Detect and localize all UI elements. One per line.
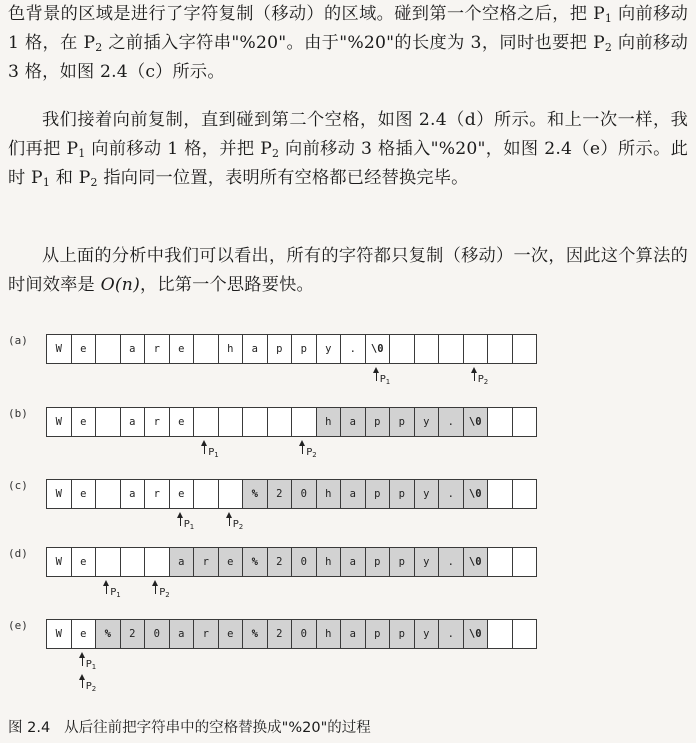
pointer-label: $P_2$ [477,374,489,386]
pointer-p1 [201,440,231,462]
char-cell: \0 [464,480,489,508]
char-cell: % [243,620,268,648]
char-cell: e [170,335,195,363]
char-cell: a [170,548,195,576]
char-cell: a [170,620,195,648]
char-cell: a [121,480,146,508]
text-run: 之前插入字符串"%20"。由于"%20"的长度为 3，同时也要把 P [102,33,605,53]
char-cell: W [47,620,72,648]
char-cell: e [170,408,195,436]
char-cell: p [366,480,391,508]
char-cell: 0 [292,548,317,576]
pointer-label: $P_2$ [232,519,244,531]
char-cell: a [341,548,366,576]
char-cell: y [317,335,342,363]
char-cell [488,480,513,508]
char-cell: h [317,620,342,648]
text-run: 向前移动 1 格，在 P [8,4,689,53]
char-cell: . [439,548,464,576]
char-cell: y [415,548,440,576]
char-cell: % [243,548,268,576]
row-label: (e) [8,619,28,632]
char-cell: e [72,548,97,576]
pointer-p2 [226,512,256,534]
char-cell: r [194,620,219,648]
char-cell: % [96,620,121,648]
char-cell: 2 [268,548,293,576]
text-run: 指向同一位置，表明所有空格都已经替换完毕。 [97,168,469,188]
char-cell [415,335,440,363]
char-array [46,407,537,437]
char-cell: y [415,620,440,648]
char-cell: a [341,620,366,648]
pointer-label: $P_1$ [85,659,97,671]
text-run: 色背景的区域是进行了字符复制（移动）的区域。碰到第一个空格之后，把 P [8,4,605,24]
char-cell: e [72,480,97,508]
char-cell: W [47,480,72,508]
char-cell [513,620,538,648]
char-cell: . [439,620,464,648]
char-cell: p [390,620,415,648]
paragraph-2 [8,106,688,193]
char-cell [96,548,121,576]
char-cell [219,480,244,508]
char-cell [390,335,415,363]
char-cell: h [317,548,342,576]
char-cell: e [170,480,195,508]
char-cell: p [292,335,317,363]
complexity-notation: O(n) [100,275,140,295]
char-cell: . [341,335,366,363]
char-cell: r [145,335,170,363]
char-cell: y [415,480,440,508]
char-cell [513,408,538,436]
figure-caption [8,716,371,737]
char-cell [194,408,219,436]
char-cell [243,408,268,436]
pointer-p2 [299,440,329,462]
char-cell: W [47,335,72,363]
subscript: 1 [78,147,86,160]
subscript: 2 [90,176,98,189]
diagram-row [0,407,696,467]
char-cell [121,548,146,576]
char-cell [96,408,121,436]
char-cell: r [145,408,170,436]
char-cell: a [121,335,146,363]
char-cell: a [341,408,366,436]
char-cell: p [366,408,391,436]
char-cell: a [341,480,366,508]
char-cell [488,335,513,363]
pointer-p1 [177,512,207,534]
char-cell [219,408,244,436]
char-cell: h [317,408,342,436]
subscript: 1 [604,12,613,25]
row-label: (b) [8,407,28,420]
char-cell [513,480,538,508]
char-cell [513,335,538,363]
diagram-row [0,479,696,539]
char-cell: 0 [292,620,317,648]
char-cell: 0 [145,620,170,648]
char-cell: \0 [366,335,391,363]
char-cell: W [47,408,72,436]
char-cell [488,408,513,436]
char-cell [145,548,170,576]
char-cell: \0 [464,408,489,436]
char-cell: p [268,335,293,363]
char-cell [513,548,538,576]
diagram-row [0,334,696,394]
pointer-label: $P_2$ [85,681,97,693]
row-label: (c) [8,479,28,492]
text-run: 我们接着向前复制，直到碰到第二个空格，如图 2.4（d）所示。和上一次一样，我们再把 P [8,110,688,159]
char-cell [194,480,219,508]
char-cell: 2 [268,480,293,508]
char-cell: . [439,408,464,436]
char-cell: a [243,335,268,363]
char-cell [292,408,317,436]
char-cell [464,335,489,363]
char-cell [268,408,293,436]
subscript: 2 [272,147,280,160]
char-array [46,619,537,649]
text-run: 向前移动 3 格插入"%20"，如图 2.4（e）所示。此时 P [8,139,689,188]
char-cell: e [219,620,244,648]
paragraph-1 [8,0,688,87]
pointer-label: $P_2$ [159,587,170,599]
char-cell: e [72,335,97,363]
char-cell [194,335,219,363]
char-cell [96,480,121,508]
figure-number: 图 2.4 [8,720,51,736]
text-run: 向前移动 3 格，如图 2.4（c）所示。 [8,33,688,82]
row-label: (a) [8,334,28,347]
diagram-row [0,547,696,607]
subscript: 2 [604,41,613,54]
char-cell: p [390,480,415,508]
pointer-p1 [373,367,403,389]
char-cell: y [415,408,440,436]
subscript: 1 [42,176,51,189]
char-cell: p [390,548,415,576]
text-run: 从上面的分析中我们可以看出，所有的字符都只复制（移动）一次，因此这个算法的时间效率是 [8,246,688,295]
char-cell: e [72,620,97,648]
char-cell: % [243,480,268,508]
char-cell [488,620,513,648]
char-cell: p [366,548,391,576]
figure-caption-text: 从后往前把字符串中的空格替换成"%20"的过程 [64,720,371,736]
char-cell: h [219,335,244,363]
diagram-row [0,619,696,693]
char-array [46,334,537,364]
char-cell: a [121,408,146,436]
paragraph-3 [8,242,688,300]
char-cell: p [390,408,415,436]
pointer-p1 [79,652,109,674]
char-cell: r [194,548,219,576]
char-cell: e [219,548,244,576]
char-cell: p [366,620,391,648]
char-cell: 0 [292,480,317,508]
char-cell: 2 [121,620,146,648]
char-cell: h [317,480,342,508]
pointer-p2 [471,367,501,389]
text-run: 和 P [50,168,91,188]
subscript: 2 [95,41,103,54]
pointer-p1 [103,580,133,602]
char-cell: \0 [464,548,489,576]
pointer-label: $P_2$ [306,447,317,459]
char-cell [439,335,464,363]
char-cell: . [439,480,464,508]
pointer-label: $P_1$ [379,374,391,386]
char-cell [488,548,513,576]
text-run: 向前移动 1 格，并把 P [85,139,272,159]
text-run: ，比第一个思路要快。 [139,275,314,295]
char-cell: r [145,480,170,508]
char-cell: \0 [464,620,489,648]
char-array [46,479,537,509]
char-array [46,547,537,577]
pointer-label: $P_1$ [110,587,121,599]
char-cell [96,335,121,363]
char-cell: W [47,548,72,576]
char-cell: 2 [268,620,293,648]
pointer-label: $P_1$ [183,519,195,531]
pointer-label: $P_1$ [208,447,219,459]
row-label: (d) [8,547,28,560]
char-cell: e [72,408,97,436]
pointer-p2 [152,580,182,602]
pointer-p2 [79,674,109,696]
